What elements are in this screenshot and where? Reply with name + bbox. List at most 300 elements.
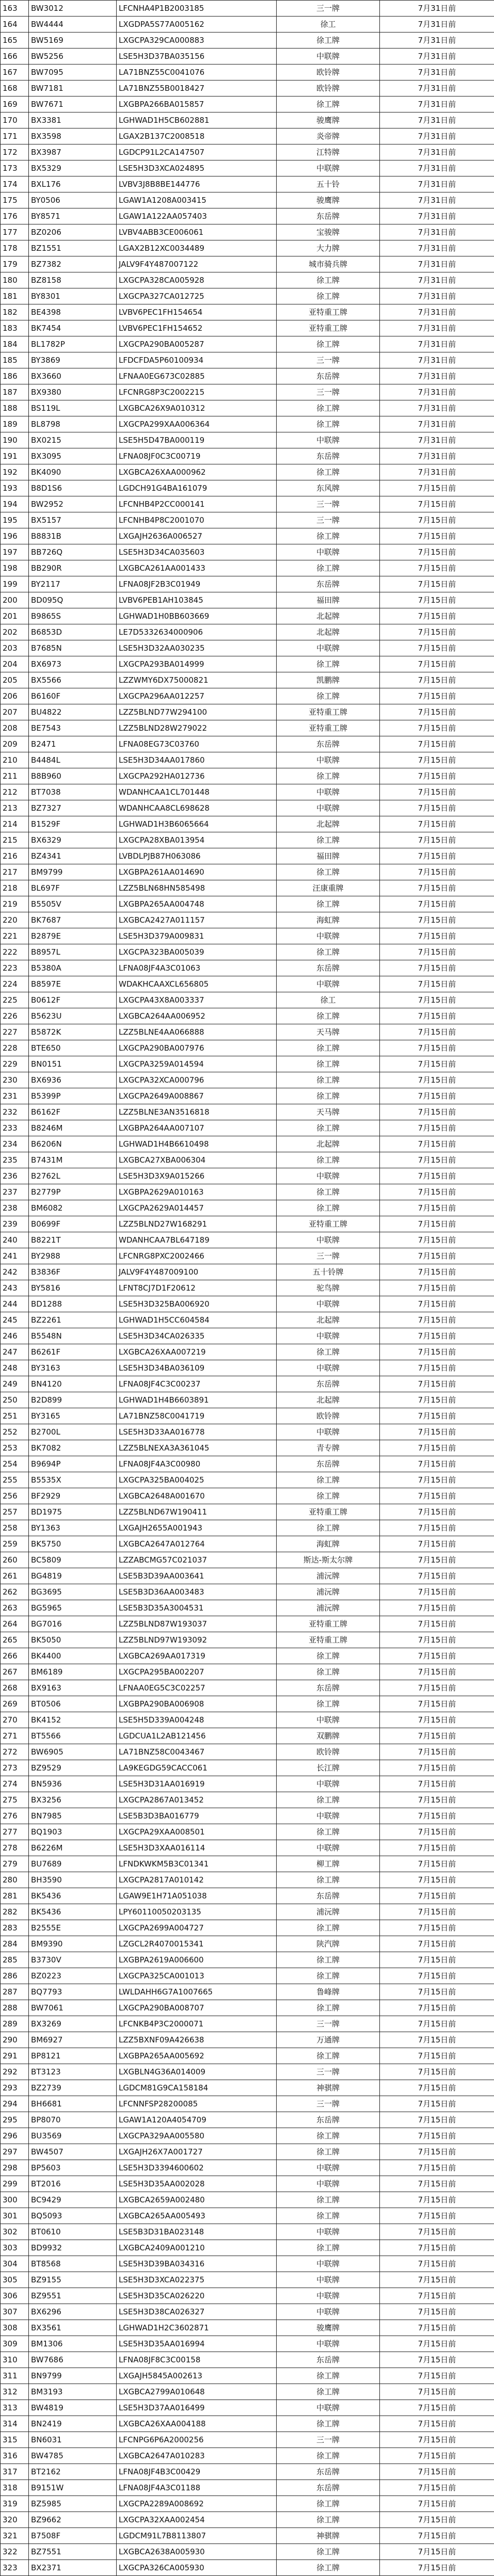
deadline-cell: 7月15日前	[380, 816, 494, 832]
brand-cell: 骏鹰牌	[277, 192, 380, 208]
deadline-cell: 7月15日前	[380, 1840, 494, 1856]
table-row	[1, 128, 494, 144]
row-number-cell: 199	[1, 576, 29, 592]
row-number-cell: 232	[1, 1104, 29, 1120]
table-row	[1, 1536, 494, 1552]
brand-cell: 中联牌	[277, 2336, 380, 2352]
table-row	[1, 81, 494, 96]
vin-cell: LGHWAD1H3B6065664	[117, 816, 277, 832]
vin-cell: LXGBCA26XAA007219	[117, 1344, 277, 1360]
table-row	[1, 1264, 494, 1280]
table-row	[1, 288, 494, 304]
table-row	[1, 2304, 494, 2320]
deadline-cell: 7月15日前	[380, 1088, 494, 1104]
deadline-cell: 7月31日前	[380, 224, 494, 240]
vin-cell: LA9KEGDG59CACC061	[117, 1760, 277, 1776]
deadline-cell: 7月15日前	[380, 2304, 494, 2320]
deadline-cell: 7月15日前	[380, 1104, 494, 1120]
plate-number-cell: BM9390	[29, 1936, 117, 1952]
table-row	[1, 640, 494, 656]
row-number-cell: 218	[1, 880, 29, 896]
vin-cell: LFNAA0EG673C02885	[117, 368, 277, 384]
deadline-cell: 7月15日前	[380, 2240, 494, 2256]
plate-number-cell: B9151W	[29, 2480, 117, 2496]
deadline-cell: 7月15日前	[380, 1952, 494, 1968]
deadline-cell: 7月31日前	[380, 176, 494, 192]
brand-cell: 浦沅牌	[277, 1600, 380, 1616]
deadline-cell: 7月31日前	[380, 240, 494, 256]
plate-number-cell: B2471	[29, 736, 117, 752]
row-number-cell: 209	[1, 736, 29, 752]
plate-number-cell: BT8568	[29, 2256, 117, 2272]
table-row	[1, 768, 494, 784]
table-row	[1, 544, 494, 560]
table-row	[1, 576, 494, 592]
brand-cell: 东岳牌	[277, 368, 380, 384]
table-row	[1, 432, 494, 448]
plate-number-cell: BY5816	[29, 1280, 117, 1296]
plate-number-cell: BQ5093	[29, 2208, 117, 2224]
row-number-cell: 215	[1, 832, 29, 848]
vin-cell: LSE5H3D379A009831	[117, 928, 277, 944]
row-number-cell: 290	[1, 2032, 29, 2048]
plate-number-cell: BK4400	[29, 1648, 117, 1664]
vin-cell: LSE5H3D31AA016919	[117, 1776, 277, 1792]
vin-cell: LGHWAD1H2C3602871	[117, 2320, 277, 2336]
deadline-cell: 7月15日前	[380, 1728, 494, 1744]
brand-cell: 徐工牌	[277, 2048, 380, 2064]
deadline-cell: 7月15日前	[380, 2176, 494, 2192]
deadline-cell: 7月15日前	[380, 928, 494, 944]
table-row	[1, 1936, 494, 1952]
vin-cell: LXGCPA329CA000883	[117, 33, 277, 49]
plate-number-cell: BK7082	[29, 1440, 117, 1456]
brand-cell: 东风牌	[277, 480, 380, 496]
plate-number-cell: BM9799	[29, 864, 117, 880]
brand-cell: 徐工牌	[277, 464, 380, 480]
table-row	[1, 1680, 494, 1696]
row-number-cell: 236	[1, 1168, 29, 1184]
vin-cell: LSE5H3D32AA030235	[117, 640, 277, 656]
vin-cell: LXGCPA327CA012725	[117, 288, 277, 304]
row-number-cell: 239	[1, 1216, 29, 1232]
brand-cell: 徐工牌	[277, 1056, 380, 1072]
row-number-cell: 285	[1, 1952, 29, 1968]
table-row	[1, 2432, 494, 2448]
row-number-cell: 313	[1, 2400, 29, 2416]
plate-number-cell: B5548N	[29, 1328, 117, 1344]
brand-cell: 中联牌	[277, 976, 380, 992]
table-row	[1, 720, 494, 736]
vin-cell: LXGCPA2629A014457	[117, 1200, 277, 1216]
brand-cell: 东岳牌	[277, 448, 380, 464]
deadline-cell: 7月15日前	[380, 880, 494, 896]
plate-number-cell: BW2952	[29, 496, 117, 512]
deadline-cell: 7月15日前	[380, 640, 494, 656]
brand-cell: 徐工牌	[277, 832, 380, 848]
table-row	[1, 1952, 494, 1968]
plate-number-cell: BZ7327	[29, 800, 117, 816]
brand-cell: 亚特重工牌	[277, 1616, 380, 1632]
vin-cell: LFCNKB4P3C2000071	[117, 2016, 277, 2032]
vin-cell: LZZ5BXNF09A426638	[117, 2032, 277, 2048]
deadline-cell: 7月15日前	[380, 2032, 494, 2048]
plate-number-cell: BB726Q	[29, 544, 117, 560]
brand-cell: 东岳牌	[277, 208, 380, 224]
vin-cell: LGAX2B12XC0034489	[117, 240, 277, 256]
plate-number-cell: B5399P	[29, 1088, 117, 1104]
deadline-cell: 7月15日前	[380, 1424, 494, 1440]
vin-cell: LSE5H3D34CA035603	[117, 544, 277, 560]
plate-number-cell: BG4819	[29, 1568, 117, 1584]
row-number-cell: 176	[1, 208, 29, 224]
row-number-cell: 297	[1, 2144, 29, 2160]
row-number-cell: 166	[1, 49, 29, 65]
brand-cell: 徐工牌	[277, 1952, 380, 1968]
table-row	[1, 2080, 494, 2096]
vin-cell: LXGCPA325CA001013	[117, 1968, 277, 1984]
brand-cell: 福田牌	[277, 592, 380, 608]
row-number-cell: 250	[1, 1392, 29, 1408]
vin-cell: LXGCPA29XAA008501	[117, 1824, 277, 1840]
row-number-cell: 189	[1, 416, 29, 432]
vin-cell: LGAX2B137C2008518	[117, 128, 277, 144]
plate-number-cell: B7508F	[29, 2528, 117, 2544]
brand-cell: 徐工牌	[277, 688, 380, 704]
table-row	[1, 1296, 494, 1312]
plate-number-cell: B4484L	[29, 752, 117, 768]
row-number-cell: 243	[1, 1280, 29, 1296]
deadline-cell: 7月31日前	[380, 464, 494, 480]
vin-cell: LFNA08JF4C3C00237	[117, 1376, 277, 1392]
table-row	[1, 992, 494, 1008]
row-number-cell: 175	[1, 192, 29, 208]
deadline-cell: 7月15日前	[380, 1360, 494, 1376]
brand-cell: 大力牌	[277, 240, 380, 256]
row-number-cell: 197	[1, 544, 29, 560]
table-row	[1, 896, 494, 912]
row-number-cell: 294	[1, 2096, 29, 2112]
table-row	[1, 1136, 494, 1152]
table-row	[1, 144, 494, 160]
table-row	[1, 2064, 494, 2080]
table-row	[1, 2464, 494, 2480]
row-number-cell: 237	[1, 1184, 29, 1200]
plate-number-cell: BW7061	[29, 2000, 117, 2016]
deadline-cell: 7月31日前	[380, 17, 494, 33]
plate-number-cell: BX3269	[29, 2016, 117, 2032]
plate-number-cell: B7685N	[29, 640, 117, 656]
plate-number-cell: BM1306	[29, 2336, 117, 2352]
vin-cell: LXGBPA266BA015857	[117, 96, 277, 112]
row-number-cell: 301	[1, 2208, 29, 2224]
plate-number-cell: BH6681	[29, 2096, 117, 2112]
vin-cell: LSE5H3D3394600602	[117, 2160, 277, 2176]
deadline-cell: 7月15日前	[380, 2288, 494, 2304]
brand-cell: 中联牌	[277, 2160, 380, 2176]
deadline-cell: 7月15日前	[380, 768, 494, 784]
brand-cell: 东岳牌	[277, 1376, 380, 1392]
row-number-cell: 244	[1, 1296, 29, 1312]
row-number-cell: 248	[1, 1360, 29, 1376]
brand-cell: 亚特重工牌	[277, 704, 380, 720]
brand-cell: 徐工牌	[277, 1968, 380, 1984]
row-number-cell: 214	[1, 816, 29, 832]
plate-number-cell: BX3561	[29, 2320, 117, 2336]
row-number-cell: 226	[1, 1008, 29, 1024]
deadline-cell: 7月15日前	[380, 720, 494, 736]
table-row	[1, 224, 494, 240]
plate-number-cell: BF2929	[29, 1488, 117, 1504]
plate-number-cell: B5535X	[29, 1472, 117, 1488]
row-number-cell: 181	[1, 288, 29, 304]
deadline-cell: 7月15日前	[380, 1136, 494, 1152]
brand-cell: 骏鹰牌	[277, 112, 380, 128]
brand-cell: 欧铃牌	[277, 81, 380, 96]
table-row	[1, 1056, 494, 1072]
table-row	[1, 2528, 494, 2544]
vin-cell: LGDCM91L7B8113807	[117, 2528, 277, 2544]
deadline-cell: 7月31日前	[380, 144, 494, 160]
table-row	[1, 256, 494, 272]
brand-cell: 徐工牌	[277, 2208, 380, 2224]
vin-cell: WDANHCAA8CL698628	[117, 800, 277, 816]
deadline-cell: 7月15日前	[380, 960, 494, 976]
vin-cell: WDANHCAA7BL647189	[117, 1232, 277, 1248]
row-number-cell: 216	[1, 848, 29, 864]
brand-cell: 东岳牌	[277, 576, 380, 592]
brand-cell: 中联牌	[277, 752, 380, 768]
deadline-cell: 7月15日前	[380, 624, 494, 640]
plate-number-cell: BY8301	[29, 288, 117, 304]
table-row	[1, 2176, 494, 2192]
table-row	[1, 2480, 494, 2496]
brand-cell: 中联牌	[277, 2272, 380, 2288]
vin-cell: LZZ5BLNE4AA066888	[117, 1024, 277, 1040]
plate-number-cell: B6261F	[29, 1344, 117, 1360]
brand-cell: 三一牌	[277, 1248, 380, 1264]
deadline-cell: 7月15日前	[380, 1632, 494, 1648]
plate-number-cell: BN9799	[29, 2368, 117, 2384]
deadline-cell: 7月15日前	[380, 1024, 494, 1040]
deadline-cell: 7月15日前	[380, 1520, 494, 1536]
plate-number-cell: BC9429	[29, 2192, 117, 2208]
vin-cell: LA71BNZ55B0018427	[117, 81, 277, 96]
vin-cell: LVBV6PEC1FH154652	[117, 320, 277, 336]
plate-number-cell: BX2371	[29, 2560, 117, 2576]
brand-cell: 徐工	[277, 992, 380, 1008]
table-row	[1, 512, 494, 528]
table-row	[1, 1328, 494, 1344]
vin-cell: LZZ5BLNEXA3A361045	[117, 1440, 277, 1456]
table-row	[1, 304, 494, 320]
row-number-cell: 291	[1, 2048, 29, 2064]
brand-cell: 徐工牌	[277, 1072, 380, 1088]
deadline-cell: 7月15日前	[380, 1280, 494, 1296]
row-number-cell: 173	[1, 160, 29, 176]
table-row	[1, 1968, 494, 1984]
table-row	[1, 1872, 494, 1888]
vin-cell: LFNA08JF0C3C00719	[117, 448, 277, 464]
vin-cell: LA71BNZ58C0043467	[117, 1744, 277, 1760]
plate-number-cell: BY3869	[29, 352, 117, 368]
row-number-cell: 259	[1, 1536, 29, 1552]
brand-cell: 徐工牌	[277, 896, 380, 912]
table-row	[1, 848, 494, 864]
table-row	[1, 2032, 494, 2048]
plate-number-cell: BU3569	[29, 2128, 117, 2144]
table-row	[1, 1648, 494, 1664]
brand-cell: 双鹏牌	[277, 1728, 380, 1744]
deadline-cell: 7月31日前	[380, 256, 494, 272]
deadline-cell: 7月15日前	[380, 2000, 494, 2016]
brand-cell: 中联牌	[277, 1840, 380, 1856]
table-row	[1, 17, 494, 33]
plate-number-cell: BX0215	[29, 432, 117, 448]
deadline-cell: 7月31日前	[380, 320, 494, 336]
table-row	[1, 272, 494, 288]
deadline-cell: 7月15日前	[380, 2448, 494, 2464]
row-number-cell: 163	[1, 1, 29, 17]
vin-cell: LFCNHB4P8C2001070	[117, 512, 277, 528]
table-row	[1, 1168, 494, 1184]
table-row	[1, 2496, 494, 2512]
plate-number-cell: BN0151	[29, 1056, 117, 1072]
plate-number-cell: B8957L	[29, 944, 117, 960]
vin-cell: LFNA08JF4B3C00429	[117, 2464, 277, 2480]
vin-cell: LSE5H3D3XAA016114	[117, 1840, 277, 1856]
brand-cell: 徐工牌	[277, 1920, 380, 1936]
vin-cell: WDAKHCAAXCL656805	[117, 976, 277, 992]
vin-cell: LXGBCA26XAA000962	[117, 464, 277, 480]
row-number-cell: 164	[1, 17, 29, 33]
table-row	[1, 1808, 494, 1824]
vin-cell: LXGBPA264AA007107	[117, 1120, 277, 1136]
vin-cell: LFNA08JF8C3C00158	[117, 2352, 277, 2368]
brand-cell: 徐工牌	[277, 2192, 380, 2208]
table-row	[1, 49, 494, 65]
deadline-cell: 7月15日前	[380, 2048, 494, 2064]
row-number-cell: 233	[1, 1120, 29, 1136]
plate-number-cell: BN7985	[29, 1808, 117, 1824]
brand-cell: 徐工牌	[277, 1696, 380, 1712]
row-number-cell: 268	[1, 1680, 29, 1696]
table-row	[1, 384, 494, 400]
plate-number-cell: BZ7382	[29, 256, 117, 272]
table-row	[1, 1456, 494, 1472]
vin-cell: LXGBCA2647A012764	[117, 1536, 277, 1552]
row-number-cell: 211	[1, 768, 29, 784]
vin-cell: LZZWMY6DX75000821	[117, 672, 277, 688]
deadline-cell: 7月15日前	[380, 2528, 494, 2544]
plate-number-cell: BT3123	[29, 2064, 117, 2080]
brand-cell: 亚特重工牌	[277, 1632, 380, 1648]
table-row	[1, 1024, 494, 1040]
deadline-cell: 7月15日前	[380, 1456, 494, 1472]
row-number-cell: 225	[1, 992, 29, 1008]
row-number-cell: 253	[1, 1440, 29, 1456]
table-row	[1, 160, 494, 176]
brand-cell: 三一牌	[277, 352, 380, 368]
row-number-cell: 286	[1, 1968, 29, 1984]
brand-cell: 徐工牌	[277, 1472, 380, 1488]
brand-cell: 中联牌	[277, 1360, 380, 1376]
row-number-cell: 207	[1, 704, 29, 720]
brand-cell: 宝骏牌	[277, 224, 380, 240]
plate-number-cell: BT2016	[29, 2176, 117, 2192]
deadline-cell: 7月15日前	[380, 1376, 494, 1392]
vin-cell: LGDCM81G9CA158184	[117, 2080, 277, 2096]
plate-number-cell: BTE650	[29, 1040, 117, 1056]
plate-number-cell: B0699F	[29, 1216, 117, 1232]
plate-number-cell: BW5169	[29, 33, 117, 49]
deadline-cell: 7月15日前	[380, 1328, 494, 1344]
table-row	[1, 2384, 494, 2400]
vin-cell: LSE5H3D37AA016499	[117, 2400, 277, 2416]
brand-cell: 徐工牌	[277, 2496, 380, 2512]
table-row	[1, 480, 494, 496]
table-row	[1, 2256, 494, 2272]
brand-cell: 徐工牌	[277, 1824, 380, 1840]
deadline-cell: 7月31日前	[380, 432, 494, 448]
plate-number-cell: BK5050	[29, 1632, 117, 1648]
row-number-cell: 284	[1, 1936, 29, 1952]
brand-cell: 中联牌	[277, 432, 380, 448]
table-row	[1, 1312, 494, 1328]
brand-cell: 徐工牌	[277, 1664, 380, 1680]
table-row	[1, 2048, 494, 2064]
vin-cell: LZZ5BLND77W294100	[117, 704, 277, 720]
brand-cell: 徐工牌	[277, 1120, 380, 1136]
brand-cell: 中联牌	[277, 1328, 380, 1344]
vehicle-table-body	[1, 1, 494, 2576]
deadline-cell: 7月15日前	[380, 704, 494, 720]
row-number-cell: 289	[1, 2016, 29, 2032]
table-row	[1, 1152, 494, 1168]
brand-cell: 神骐牌	[277, 2528, 380, 2544]
row-number-cell: 242	[1, 1264, 29, 1280]
deadline-cell: 7月15日前	[380, 2096, 494, 2112]
deadline-cell: 7月15日前	[380, 1616, 494, 1632]
deadline-cell: 7月15日前	[380, 2272, 494, 2288]
deadline-cell: 7月15日前	[380, 784, 494, 800]
plate-number-cell: B2762L	[29, 1168, 117, 1184]
table-row	[1, 1712, 494, 1728]
deadline-cell: 7月15日前	[380, 1792, 494, 1808]
row-number-cell: 311	[1, 2368, 29, 2384]
deadline-cell: 7月15日前	[380, 848, 494, 864]
brand-cell: 汪康重牌	[277, 880, 380, 896]
plate-number-cell: BZ7551	[29, 2544, 117, 2560]
deadline-cell: 7月31日前	[380, 1, 494, 17]
row-number-cell: 299	[1, 2176, 29, 2192]
deadline-cell: 7月15日前	[380, 1776, 494, 1792]
deadline-cell: 7月31日前	[380, 448, 494, 464]
vin-cell: LSE5B3D31BA023148	[117, 2224, 277, 2240]
deadline-cell: 7月15日前	[380, 576, 494, 592]
brand-cell: 中联牌	[277, 2304, 380, 2320]
vin-cell: LA71BNZ58C0041719	[117, 1408, 277, 1424]
plate-number-cell: BW3012	[29, 1, 117, 17]
table-row	[1, 912, 494, 928]
vin-cell: LSE5H3D34BA036109	[117, 1360, 277, 1376]
vin-cell: LXGCPA326CA005930	[117, 2560, 277, 2576]
deadline-cell: 7月15日前	[380, 2336, 494, 2352]
table-row	[1, 2544, 494, 2560]
plate-number-cell: B6226M	[29, 1840, 117, 1856]
plate-number-cell: B2700L	[29, 1424, 117, 1440]
row-number-cell: 262	[1, 1584, 29, 1600]
